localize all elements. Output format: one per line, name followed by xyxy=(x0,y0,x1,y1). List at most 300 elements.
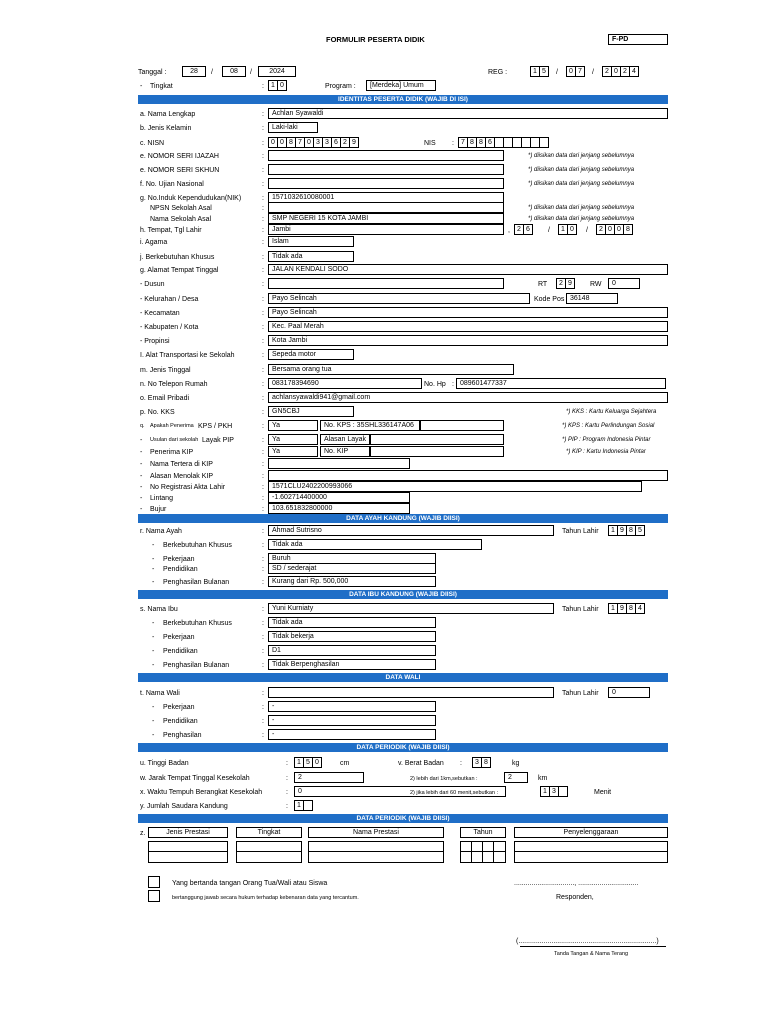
colon: : xyxy=(262,125,264,132)
row-divider xyxy=(460,851,506,852)
date-month-field[interactable]: 08 xyxy=(222,66,246,77)
prestasi-nama-cell[interactable] xyxy=(308,841,444,863)
tinggi-digit[interactable]: 0 xyxy=(312,757,322,768)
pekerjaan-ibu-label: Pekerjaan xyxy=(163,634,195,641)
reg-digit[interactable]: 5 xyxy=(539,66,549,77)
tahun-digit[interactable]: 8 xyxy=(626,525,636,536)
akta-label: No Registrasi Akta Lahir xyxy=(150,484,226,491)
hp-field[interactable]: 089601477337 xyxy=(456,378,666,389)
pip-note: *) PIP : Program Indonesia Pintar xyxy=(562,437,651,443)
kks-field[interactable]: GN5CBJ xyxy=(268,406,354,417)
saudara-digit[interactable]: 1 xyxy=(294,800,304,811)
agama-label: i. Agama xyxy=(140,239,168,246)
colon: : xyxy=(262,83,264,90)
date-year-field[interactable]: 2024 xyxy=(258,66,296,77)
kecamatan-field[interactable]: Payo Selincah xyxy=(268,307,668,318)
colon: : xyxy=(262,181,264,188)
alasan-layak-label: Alasan Layak xyxy=(320,434,370,445)
colon: : xyxy=(262,227,264,234)
date-separator: / xyxy=(586,227,588,234)
kebutuhan-ibu-field[interactable]: Tidak ada xyxy=(268,617,436,628)
row-divider xyxy=(148,851,228,852)
colon: : xyxy=(262,484,264,491)
colon: : xyxy=(262,542,264,549)
berat-label: v. Berat Badan xyxy=(398,760,444,767)
pip-field[interactable]: Ya xyxy=(268,434,318,445)
alasan-tolak-label: Alasan Menolak KIP xyxy=(150,473,214,480)
sekolah-asal-field[interactable]: SMP NEGERI 15 KOTA JAMBI xyxy=(268,213,504,224)
pekerjaan-ayah-field[interactable]: Buruh xyxy=(268,553,436,564)
no-kip-field[interactable] xyxy=(370,446,504,457)
colon: : xyxy=(262,381,264,388)
header-nama-prestasi: Nama Prestasi xyxy=(308,827,444,838)
colon: : xyxy=(262,718,264,725)
kebutuhan-ayah-label: Berkebutuhan Khusus xyxy=(163,542,232,549)
penghasilan-ayah-field[interactable]: Kurang dari Rp. 500,000 xyxy=(268,576,436,587)
colon: : xyxy=(262,296,264,303)
saudara-label: y. Jumlah Saudara Kandung xyxy=(140,803,228,810)
row-divider xyxy=(514,851,668,852)
rt-digit[interactable]: 2 xyxy=(556,278,566,289)
nis-digit[interactable]: 6 xyxy=(485,137,495,148)
kelurahan-field[interactable]: Payo Selincah xyxy=(268,293,530,304)
colon: : xyxy=(262,461,264,468)
lahir-digit[interactable]: 0 xyxy=(605,224,615,235)
colon: : xyxy=(262,662,264,669)
colon: : xyxy=(286,760,288,767)
bullet: - xyxy=(152,542,155,549)
tahun-digit[interactable]: 1 xyxy=(608,603,618,614)
rw-label: RW xyxy=(590,281,602,288)
colon: : xyxy=(262,495,264,502)
menit-digits[interactable] xyxy=(540,786,567,797)
nisn-digit[interactable]: 0 xyxy=(277,137,287,148)
prestasi-tingkat-cell[interactable] xyxy=(236,841,302,863)
tahun-wali-field[interactable]: 0 xyxy=(608,687,650,698)
berat-digit[interactable]: 8 xyxy=(481,757,491,768)
menit-digit[interactable]: 3 xyxy=(549,786,559,797)
bullet: - xyxy=(140,495,143,502)
rw-field[interactable]: 0 xyxy=(608,278,640,289)
nama-ayah-field[interactable]: Ahmad Sutrisno xyxy=(268,525,554,536)
nisn-digit[interactable]: 2 xyxy=(340,137,350,148)
waktu-label: x. Waktu Tempuh Berangkat Kesekolah xyxy=(140,789,263,796)
no-kps-extra[interactable] xyxy=(420,420,504,431)
colon: : xyxy=(262,352,264,359)
tahun-ayah-label: Tahun Lahir xyxy=(562,528,599,535)
bullet: - xyxy=(152,704,155,711)
pekerjaan-wali-label: Pekerjaan xyxy=(163,704,195,711)
colon: : xyxy=(460,760,462,767)
transport-label: I. Alat Transportasi ke Sekolah xyxy=(140,352,235,359)
nama-ibu-field[interactable]: Yuni Kurniaty xyxy=(268,603,554,614)
nama-kip-field[interactable] xyxy=(268,458,410,469)
date-separator: / xyxy=(211,69,213,76)
menit-digit[interactable] xyxy=(558,786,568,797)
tahun-digit[interactable]: 9 xyxy=(617,603,627,614)
signature-statement-1: Yang bertanda tangan Orang Tua/Wali atau Siswa xyxy=(172,880,328,887)
lahir-year[interactable] xyxy=(596,224,632,235)
date-label: Tanggal : xyxy=(138,69,167,76)
kodepos-label: Kode Pos xyxy=(534,296,565,303)
kip-field[interactable]: Ya xyxy=(268,446,318,457)
reg-digit[interactable]: 0 xyxy=(566,66,576,77)
nis-label: NIS xyxy=(424,140,436,147)
prestasi-jenis-cell[interactable] xyxy=(148,841,228,863)
colon: : xyxy=(262,634,264,641)
colon: : xyxy=(262,732,264,739)
bullet: - xyxy=(152,634,155,641)
colon: : xyxy=(262,310,264,317)
lahir-digit[interactable]: 2 xyxy=(596,224,606,235)
colon: : xyxy=(262,506,264,513)
lintang-field[interactable]: -1.602714400000 xyxy=(268,492,410,503)
nama-wali-field[interactable] xyxy=(268,687,554,698)
prestasi-tahun-cell[interactable] xyxy=(493,841,506,863)
bullet: - xyxy=(140,437,143,444)
jenis-kelamin-label: b. Jenis Kelamin xyxy=(140,125,192,132)
dusun-label: - Dusun xyxy=(140,281,165,288)
bujur-label: Bujur xyxy=(150,506,167,513)
colon: : xyxy=(262,281,264,288)
tinggi-label: u. Tinggi Badan xyxy=(140,760,189,767)
date-day-field[interactable]: 28 xyxy=(182,66,206,77)
lahir-day[interactable] xyxy=(514,224,532,235)
alasan-tolak-field[interactable] xyxy=(268,470,668,481)
section-ayah-header: DATA AYAH KANDUNG (WAJIB DIISI) xyxy=(138,514,668,523)
nis-digit[interactable]: 8 xyxy=(467,137,477,148)
bullet: - xyxy=(152,662,155,669)
telp-field[interactable]: 083178394690 xyxy=(268,378,422,389)
colon: : xyxy=(452,140,454,147)
alasan-layak-field[interactable] xyxy=(370,434,504,445)
ijazah-field[interactable] xyxy=(268,150,504,161)
colon: : xyxy=(262,437,264,444)
lahir-digit[interactable]: 8 xyxy=(623,224,633,235)
bullet: - xyxy=(140,83,143,90)
ijazah-label: e. NOMOR SERI IJAZAH xyxy=(140,153,219,160)
reg-digit[interactable]: 7 xyxy=(575,66,585,77)
nik-field[interactable]: 1571032610080001 xyxy=(268,192,504,203)
bullet: - xyxy=(152,579,155,586)
colon: : xyxy=(262,167,264,174)
header-tingkat: Tingkat xyxy=(236,827,302,838)
saudara-digit[interactable] xyxy=(303,800,313,811)
jenis-kelamin-field[interactable]: Laki-laki xyxy=(268,122,318,133)
jarak-km-field[interactable]: 2 xyxy=(504,772,528,783)
pendidikan-ayah-label: Pendidikan xyxy=(163,566,198,573)
nisn-digit[interactable]: 7 xyxy=(295,137,305,148)
note-prev: *) diisikan data dari jenjang sebelumnya xyxy=(528,181,635,187)
kebutuhan-ibu-label: Berkebutuhan Khusus xyxy=(163,620,232,627)
cm-unit: cm xyxy=(340,760,350,767)
form-title: FORMULIR PESERTA DIDIK xyxy=(326,35,425,44)
no-kip-label: No. KIP xyxy=(320,446,370,457)
kebutuhan-ayah-field[interactable]: Tidak ada xyxy=(268,539,482,550)
bullet: - xyxy=(152,556,155,563)
colon: : xyxy=(262,111,264,118)
form-code: F-PD xyxy=(608,34,668,45)
reg-digit[interactable]: 1 xyxy=(530,66,540,77)
colon: : xyxy=(262,473,264,480)
rt-label: RT xyxy=(538,281,548,288)
transport-field[interactable]: Sepeda motor xyxy=(268,349,354,360)
colon: : xyxy=(262,423,264,430)
lintang-label: Lintang xyxy=(150,495,173,502)
pendidikan-ibu-field[interactable]: D1 xyxy=(268,645,436,656)
nisn-digit[interactable]: 3 xyxy=(313,137,323,148)
penghasilan-ibu-label: Penghasilan Bulanan xyxy=(163,662,230,669)
berat-digit[interactable]: 3 xyxy=(472,757,482,768)
rt-digit[interactable]: 9 xyxy=(565,278,575,289)
reg-label: REG : xyxy=(488,69,508,76)
pip-label: Layak PIP xyxy=(202,437,234,444)
colon: : xyxy=(262,140,264,147)
header-penyelenggaraan: Penyelenggaraan xyxy=(514,827,668,838)
tingkat-digit[interactable]: 1 xyxy=(268,80,278,91)
program-field[interactable]: [Merdeka] Umum xyxy=(366,80,436,91)
tahun-ibu-digits[interactable] xyxy=(608,603,644,614)
tahun-digit[interactable]: 9 xyxy=(617,525,627,536)
skhun-field[interactable] xyxy=(268,164,504,175)
note-prev: *) diisikan data dari jenjang sebelumnya xyxy=(528,167,635,173)
reg-digits[interactable] xyxy=(602,66,638,77)
penghasilan-ibu-field[interactable]: Tidak Berpenghasilan xyxy=(268,659,436,670)
tahun-ibu-label: Tahun Lahir xyxy=(562,606,599,613)
waktu-note: 2) jika lebih dari 60 menit,sebutkan : xyxy=(410,790,499,796)
npsn-label: NPSN Sekolah Asal xyxy=(150,205,212,212)
kps-prefix: Apakah Penerima xyxy=(150,423,194,429)
reg-separator: / xyxy=(556,69,558,76)
reg-separator: / xyxy=(592,69,594,76)
colon: : xyxy=(262,606,264,613)
kebutuhan-field[interactable]: Tidak ada xyxy=(268,251,354,262)
rt-digits[interactable] xyxy=(556,278,574,289)
tinggi-digit[interactable]: 5 xyxy=(303,757,313,768)
jarak-label: w. Jarak Tempat Tinggal Kesekolah xyxy=(140,775,250,782)
nisn-label: c. NISN xyxy=(140,140,165,147)
akta-field[interactable]: 1571CLU2402200993066 xyxy=(268,481,642,492)
nik-label: g. No.Induk Kependudukan(NIK) xyxy=(140,195,242,202)
colon: : xyxy=(262,367,264,374)
note-prev: *) diisikan data dari jenjang sebelumnya xyxy=(528,153,635,159)
email-field[interactable]: achlansyawaldi941@gmail.com xyxy=(268,392,668,403)
kodepos-field[interactable]: 36148 xyxy=(566,293,618,304)
kks-label: p. No. KKS xyxy=(140,409,175,416)
penghasilan-wali-label: Penghasilan xyxy=(163,732,202,739)
tingkat-digit[interactable]: 0 xyxy=(277,80,287,91)
note-prev: *) diisikan data dari jenjang sebelumnya xyxy=(528,205,635,211)
alamat-label: g. Alamat Tempat Tinggal xyxy=(140,267,219,274)
jarak-note: 2) lebih dari 1km,sebutkan : xyxy=(410,776,478,782)
colon: : xyxy=(262,528,264,535)
pendidikan-ayah-field[interactable]: SD / sederajat xyxy=(268,563,436,574)
bullet: - xyxy=(140,461,143,468)
colon: : xyxy=(262,338,264,345)
bullet: - xyxy=(140,473,143,480)
kip-note: *) KIP : Kartu Indonesia Pintar xyxy=(566,449,646,455)
comma: , xyxy=(508,227,510,234)
berat-digits[interactable] xyxy=(472,757,490,768)
pip-prefix: Usulan dari sekolah xyxy=(150,437,199,443)
colon: : xyxy=(262,239,264,246)
penghasilan-wali-field[interactable]: - xyxy=(268,729,436,740)
skhun-label: e. NOMOR SERI SKHUN xyxy=(140,167,220,174)
header-jenis-prestasi: Jenis Prestasi xyxy=(148,827,228,838)
email-label: o. Email Pribadi xyxy=(140,395,190,402)
colon: : xyxy=(262,449,264,456)
nisn-digit[interactable]: 3 xyxy=(322,137,332,148)
tahun-digit[interactable]: 4 xyxy=(635,603,645,614)
alamat-field[interactable]: JALAN KENDALI SODO xyxy=(268,264,668,275)
telp-label: n. No Telepon Rumah xyxy=(140,381,208,388)
tahun-digit[interactable]: 8 xyxy=(626,603,636,614)
reg-digits[interactable] xyxy=(566,66,584,77)
header-tahun: Tahun xyxy=(460,827,506,838)
nama-field[interactable]: Achlan Syawaldi xyxy=(268,108,668,119)
nis-digit[interactable] xyxy=(539,137,549,148)
nisn-digit[interactable]: 0 xyxy=(304,137,314,148)
date-separator: / xyxy=(250,69,252,76)
colon: : xyxy=(262,195,264,202)
kabupaten-field[interactable]: Kec. Paal Merah xyxy=(268,321,668,332)
lahir-digit[interactable]: 6 xyxy=(523,224,533,235)
colon: : xyxy=(262,153,264,160)
nisn-digits[interactable] xyxy=(268,137,358,148)
bullet: - xyxy=(140,449,143,456)
tinggi-digits[interactable] xyxy=(294,757,321,768)
colon: : xyxy=(262,566,264,573)
colon: : xyxy=(262,556,264,563)
nisn-digit[interactable]: 6 xyxy=(331,137,341,148)
lahir-month[interactable] xyxy=(558,224,576,235)
signature-caption: Tanda Tangan & Nama Terang xyxy=(554,951,629,957)
waktu-field[interactable]: 0 xyxy=(294,786,506,797)
colon: : xyxy=(262,620,264,627)
nama-kip-label: Nama Tertera di KIP xyxy=(150,461,213,468)
colon: : xyxy=(262,216,264,223)
pendidikan-wali-field[interactable]: - xyxy=(268,715,436,726)
bullet: - xyxy=(152,648,155,655)
nis-digit[interactable]: 8 xyxy=(476,137,486,148)
confirm-checkbox[interactable] xyxy=(148,890,160,902)
prestasi-label: z. xyxy=(140,830,146,837)
nisn-digit[interactable]: 9 xyxy=(349,137,359,148)
lahir-digit[interactable]: 0 xyxy=(614,224,624,235)
bullet: - xyxy=(152,620,155,627)
section-wali-header: DATA WALI xyxy=(138,673,668,682)
tempat-lahir-field[interactable]: Jambi xyxy=(268,224,504,235)
dusun-field[interactable] xyxy=(268,278,504,289)
colon: : xyxy=(286,803,288,810)
note-prev: *) diisikan data dari jenjang sebelumnya xyxy=(528,216,635,222)
tingkat-label: Tingkat xyxy=(150,83,173,90)
reg-digit[interactable]: 2 xyxy=(620,66,630,77)
colon: : xyxy=(262,409,264,416)
signature-line[interactable]: (.......................................................................) xyxy=(516,938,659,945)
pekerjaan-ayah-label: Pekerjaan xyxy=(163,556,195,563)
npsn-field[interactable] xyxy=(268,202,504,213)
nama-ibu-label: s. Nama Ibu xyxy=(140,606,178,613)
pendidikan-wali-label: Pendidikan xyxy=(163,718,198,725)
responden-label: Responden, xyxy=(556,894,594,901)
colon: : xyxy=(262,267,264,274)
confirm-checkbox[interactable] xyxy=(148,876,160,888)
km-unit: km xyxy=(538,775,548,782)
ujian-field[interactable] xyxy=(268,178,504,189)
hp-label: No. Hp xyxy=(424,381,446,388)
tahun-digit[interactable]: 1 xyxy=(608,525,618,536)
bujur-field[interactable]: 103.651832800000 xyxy=(268,503,410,514)
reg-digit[interactable]: 4 xyxy=(629,66,639,77)
menit-digit[interactable]: 1 xyxy=(540,786,550,797)
tahun-digit[interactable]: 5 xyxy=(635,525,645,536)
colon: : xyxy=(286,789,288,796)
tahun-ayah-digits[interactable] xyxy=(608,525,644,536)
reg-digits[interactable] xyxy=(530,66,548,77)
kelurahan-label: - Kelurahan / Desa xyxy=(140,296,199,303)
tingkat-digits[interactable] xyxy=(268,80,286,91)
bullet: - xyxy=(140,506,143,513)
nama-label: a. Nama Lengkap xyxy=(140,111,196,118)
nisn-digit[interactable]: 8 xyxy=(286,137,296,148)
kps-field[interactable]: Ya xyxy=(268,420,318,431)
tinggal-label: m. Jenis Tinggal xyxy=(140,367,191,374)
signature-underline xyxy=(520,946,666,947)
row-divider xyxy=(308,851,444,852)
colon: : xyxy=(262,579,264,586)
bullet: q. xyxy=(140,423,145,429)
lahir-digit[interactable]: 2 xyxy=(514,224,524,235)
reg-digit[interactable]: 0 xyxy=(611,66,621,77)
pekerjaan-ibu-field[interactable]: Tidak bekerja xyxy=(268,631,436,642)
nisn-digit[interactable]: 0 xyxy=(268,137,278,148)
prestasi-penyelenggaraan-cell[interactable] xyxy=(514,841,668,863)
colon: : xyxy=(452,381,454,388)
kg-unit: kg xyxy=(512,760,520,767)
tinggi-digit[interactable]: 1 xyxy=(294,757,304,768)
lahir-digit[interactable]: 1 xyxy=(558,224,568,235)
pekerjaan-wali-field[interactable]: - xyxy=(268,701,436,712)
colon: : xyxy=(262,648,264,655)
propinsi-field[interactable]: Kota Jambi xyxy=(268,335,668,346)
place-date: ..............................., ............................... xyxy=(514,880,639,887)
lahir-digit[interactable]: 0 xyxy=(567,224,577,235)
no-kps-field[interactable]: No. KPS : 35SHL336147A06 xyxy=(320,420,420,431)
agama-field[interactable]: Islam xyxy=(268,236,354,247)
kip-label: Penerima KIP xyxy=(150,449,194,456)
colon: : xyxy=(262,254,264,261)
bullet: - xyxy=(152,718,155,725)
reg-digit[interactable]: 2 xyxy=(602,66,612,77)
penghasilan-ayah-label: Penghasilan Bulanan xyxy=(163,579,230,586)
kebutuhan-label: j. Berkebutuhan Khusus xyxy=(140,254,215,261)
tinggal-field[interactable]: Bersama orang tua xyxy=(268,364,514,375)
nis-digits[interactable] xyxy=(458,137,548,148)
bullet: - xyxy=(152,566,155,573)
kps-label: KPS / PKH xyxy=(198,423,233,430)
saudara-digits[interactable] xyxy=(294,800,312,811)
signature-statement-2: bertanggung jawab secara hukum terhadap kebenaran data yang tercantum. xyxy=(172,895,359,901)
colon: : xyxy=(262,205,264,212)
jarak-field[interactable]: 2 xyxy=(294,772,364,783)
section-periodik2-header: DATA PERIODIK (WAJIB DIISI) xyxy=(138,814,668,823)
program-label: Program : xyxy=(325,83,356,90)
section-ibu-header: DATA IBU KANDUNG (WAJIB DIISI) xyxy=(138,590,668,599)
nama-ayah-label: r. Nama Ayah xyxy=(140,528,182,535)
section-identitas-header: IDENTITAS PESERTA DIDIK (WAJIB DI ISI) xyxy=(138,95,668,104)
nis-digit[interactable]: 7 xyxy=(458,137,468,148)
